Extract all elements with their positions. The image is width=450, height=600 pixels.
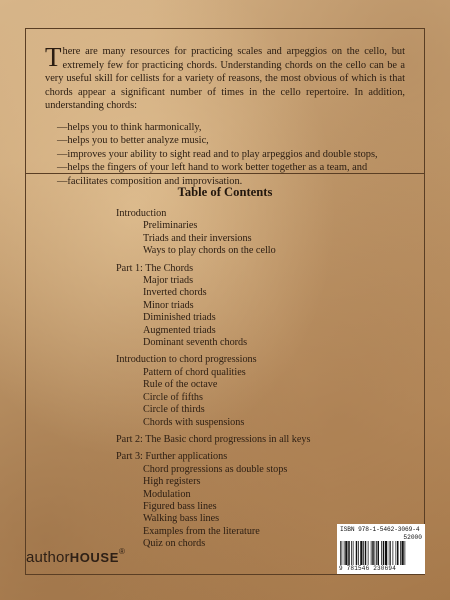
- toc-entry: Circle of thirds: [143, 404, 205, 416]
- benefit-item: —improves your ability to sight read and to play arpeggios and double stops,: [57, 148, 378, 160]
- barcode-bar: [390, 541, 391, 565]
- toc-title: Table of Contents: [177, 185, 273, 199]
- toc-section: [116, 434, 366, 446]
- registered-mark: ®: [118, 547, 126, 556]
- toc-entry: Minor triads: [143, 299, 194, 311]
- barcode-bar: [365, 541, 367, 565]
- toc-entry: Chord progressions as double stops: [143, 463, 288, 475]
- benefits-list: [57, 121, 405, 188]
- toc-entry: Triads and their inversions: [143, 232, 252, 244]
- intro-text: here are many resources for practicing scales and arpeggios on the cello, but extremely few for practicing chords. Understanding chords on the cello can be a very useful skill for cellists for a variety of reasons, the most obvious of which is that chords appear a significant number of times in the cello repertoire. In addition, understanding chords:: [45, 46, 405, 112]
- toc-entry: Examples from the literature: [143, 525, 260, 537]
- barcode-bar: [360, 541, 362, 565]
- barcode-bar: [371, 541, 372, 565]
- toc-entry: High registers: [143, 476, 201, 488]
- toc-entry: Chords with suspensions: [143, 416, 245, 428]
- barcode-bar: [358, 541, 359, 565]
- intro-block: [45, 42, 405, 188]
- publisher-name-part1: author: [26, 549, 70, 566]
- barcode-bar: [353, 541, 354, 565]
- barcode-bar: [400, 541, 401, 565]
- toc-entry: Diminished triads: [143, 312, 216, 324]
- toc-section-label: Part 3: Further applications: [116, 451, 228, 463]
- isbn-barcode: [337, 524, 425, 574]
- toc-entry: Walking bass lines: [143, 513, 220, 525]
- barcode-bar: [368, 541, 369, 565]
- toc-entry: Dominant seventh chords: [143, 337, 248, 349]
- barcode-bar: [342, 541, 343, 565]
- barcode-bar: [385, 541, 387, 565]
- toc-section-label: Introduction: [116, 208, 167, 219]
- toc-entry: Inverted chords: [143, 287, 207, 299]
- barcode-bar: [351, 541, 352, 565]
- barcode-bar: [348, 541, 350, 565]
- benefit-item: —helps you to think harmonically,: [57, 121, 202, 133]
- benefit-item: —facilitates composition and improvisation.: [57, 175, 243, 187]
- publisher-logo: [26, 549, 125, 566]
- toc-entry: Augmented triads: [143, 324, 216, 336]
- barcode-bar: [375, 541, 376, 565]
- toc-entry: Major triads: [143, 275, 194, 287]
- toc-section-label: Part 1: The Chords: [116, 262, 194, 274]
- barcode-bar: [402, 541, 404, 565]
- barcode-bars: [340, 541, 422, 565]
- toc-entry: Quiz on chords: [143, 538, 206, 550]
- toc-entry: Rule of the octave: [143, 379, 218, 391]
- toc-section: [116, 451, 366, 550]
- toc-section: [116, 208, 366, 258]
- barcode-bar: [397, 541, 399, 565]
- barcode-bar: [356, 541, 358, 565]
- barcode-bar: [383, 541, 385, 565]
- isbn-text: ISBN 978-1-5462-3069-4: [340, 526, 420, 533]
- toc-section: [116, 354, 366, 428]
- toc-entry: Pattern of chord qualities: [143, 366, 246, 378]
- barcode-bar: [378, 541, 380, 565]
- barcode-bar: [393, 541, 394, 565]
- barcode-bar: [389, 541, 390, 565]
- barcode-bar: [376, 541, 377, 565]
- toc-section-label: Part 2: The Basic chord progressions in all keys: [116, 433, 311, 445]
- benefit-item: —helps you to better analyze music,: [57, 135, 209, 147]
- barcode-bar: [396, 541, 397, 565]
- intro-paragraph: [45, 42, 405, 113]
- barcode-bar: [381, 541, 382, 565]
- toc-entry: Preliminaries: [143, 220, 198, 232]
- barcode-bar: [363, 541, 364, 565]
- publisher-name-part2: HOUSE: [69, 550, 119, 565]
- barcode-bar: [344, 541, 345, 565]
- barcode-digits: 9 781546 230694: [339, 565, 397, 572]
- drop-cap: T: [45, 42, 62, 72]
- barcode-bar: [345, 541, 347, 565]
- barcode-bar: [372, 541, 374, 565]
- benefit-item: —helps the fingers of your left hand to work better together as a team, and: [57, 162, 368, 174]
- toc-entry: Circle of fifths: [143, 391, 203, 403]
- barcode-bar: [405, 541, 406, 565]
- toc-section: [116, 263, 366, 350]
- table-of-contents: [116, 208, 366, 556]
- price-code: 52000: [403, 534, 422, 541]
- toc-section-label: Introduction to chord progressions: [116, 354, 257, 366]
- toc-entry: Figured bass lines: [143, 500, 217, 512]
- toc-entry: Modulation: [143, 488, 191, 500]
- toc-entry: Ways to play chords on the cello: [143, 245, 276, 257]
- barcode-bar: [340, 541, 341, 565]
